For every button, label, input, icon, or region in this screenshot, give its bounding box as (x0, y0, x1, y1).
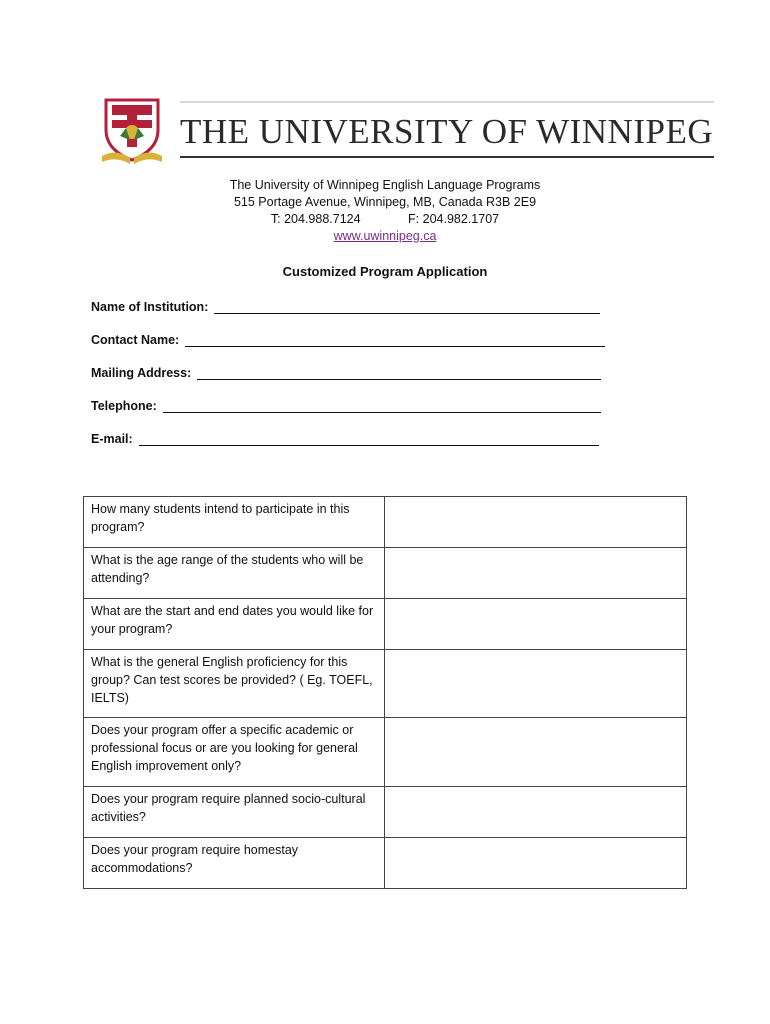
university-crest-logo (100, 96, 164, 168)
website-line (0, 228, 770, 245)
question-cell: Does your program require homestay accommodations? (84, 838, 385, 889)
question-cell: Does your program offer a specific academic or professional focus or are you looking for general English improvement only? (84, 718, 385, 787)
field-label: Mailing Address: (91, 366, 192, 380)
header-rule-top (180, 101, 714, 103)
contact-name-input-line[interactable] (185, 334, 605, 347)
table-row (84, 599, 687, 650)
email-input-line[interactable] (139, 433, 599, 446)
table-row (84, 497, 687, 548)
address-line-2: 515 Portage Avenue, Winnipeg, MB, Canada R3B 2E9 (233, 195, 537, 209)
question-cell: What are the start and end dates you would like for your program? (84, 599, 385, 650)
questions-table (83, 496, 687, 889)
address-line-1: The University of Winnipeg English Language Programs (229, 178, 541, 192)
fax-number: F: 204.982.1707 (408, 212, 500, 226)
table-row (84, 787, 687, 838)
question-cell: Does your program require planned socio-cultural activities? (84, 787, 385, 838)
field-label: E-mail: (91, 432, 133, 446)
table-row (84, 548, 687, 599)
field-mailing-address (91, 366, 601, 380)
answer-cell[interactable] (385, 718, 687, 787)
header-rule (180, 156, 714, 158)
answer-cell[interactable] (385, 497, 687, 548)
address-block (0, 177, 770, 245)
field-telephone (91, 399, 601, 413)
field-label: Contact Name: (91, 333, 180, 347)
phone-number: T: 204.988.7124 (270, 212, 361, 226)
table-row (84, 650, 687, 718)
answer-cell[interactable] (385, 548, 687, 599)
telephone-input-line[interactable] (163, 400, 601, 413)
field-label: Telephone: (91, 399, 157, 413)
contact-numbers (0, 211, 770, 228)
answer-cell[interactable] (385, 599, 687, 650)
table-row (84, 718, 687, 787)
website-link[interactable]: www.uwinnipeg.ca (333, 229, 437, 243)
answer-cell[interactable] (385, 650, 687, 718)
question-cell: What is the age range of the students who will be attending? (84, 548, 385, 599)
field-label: Name of Institution: (91, 300, 209, 314)
answer-cell[interactable] (385, 787, 687, 838)
table-row (84, 838, 687, 889)
field-name-of-institution (91, 300, 600, 314)
field-email (91, 432, 599, 446)
answer-cell[interactable] (385, 838, 687, 889)
mailing-address-input-line[interactable] (197, 367, 601, 380)
field-contact-name (91, 333, 605, 347)
question-cell: How many students intend to participate in this program? (84, 497, 385, 548)
question-cell: What is the general English proficiency for this group? Can test scores be provided? ( Eg. TOEFL, IELTS) (84, 650, 385, 718)
university-wordmark: THE UNIVERSITY OF WINNIPEG (180, 112, 714, 151)
form-title: Customized Program Application (282, 264, 488, 279)
institution-input-line[interactable] (214, 301, 600, 314)
